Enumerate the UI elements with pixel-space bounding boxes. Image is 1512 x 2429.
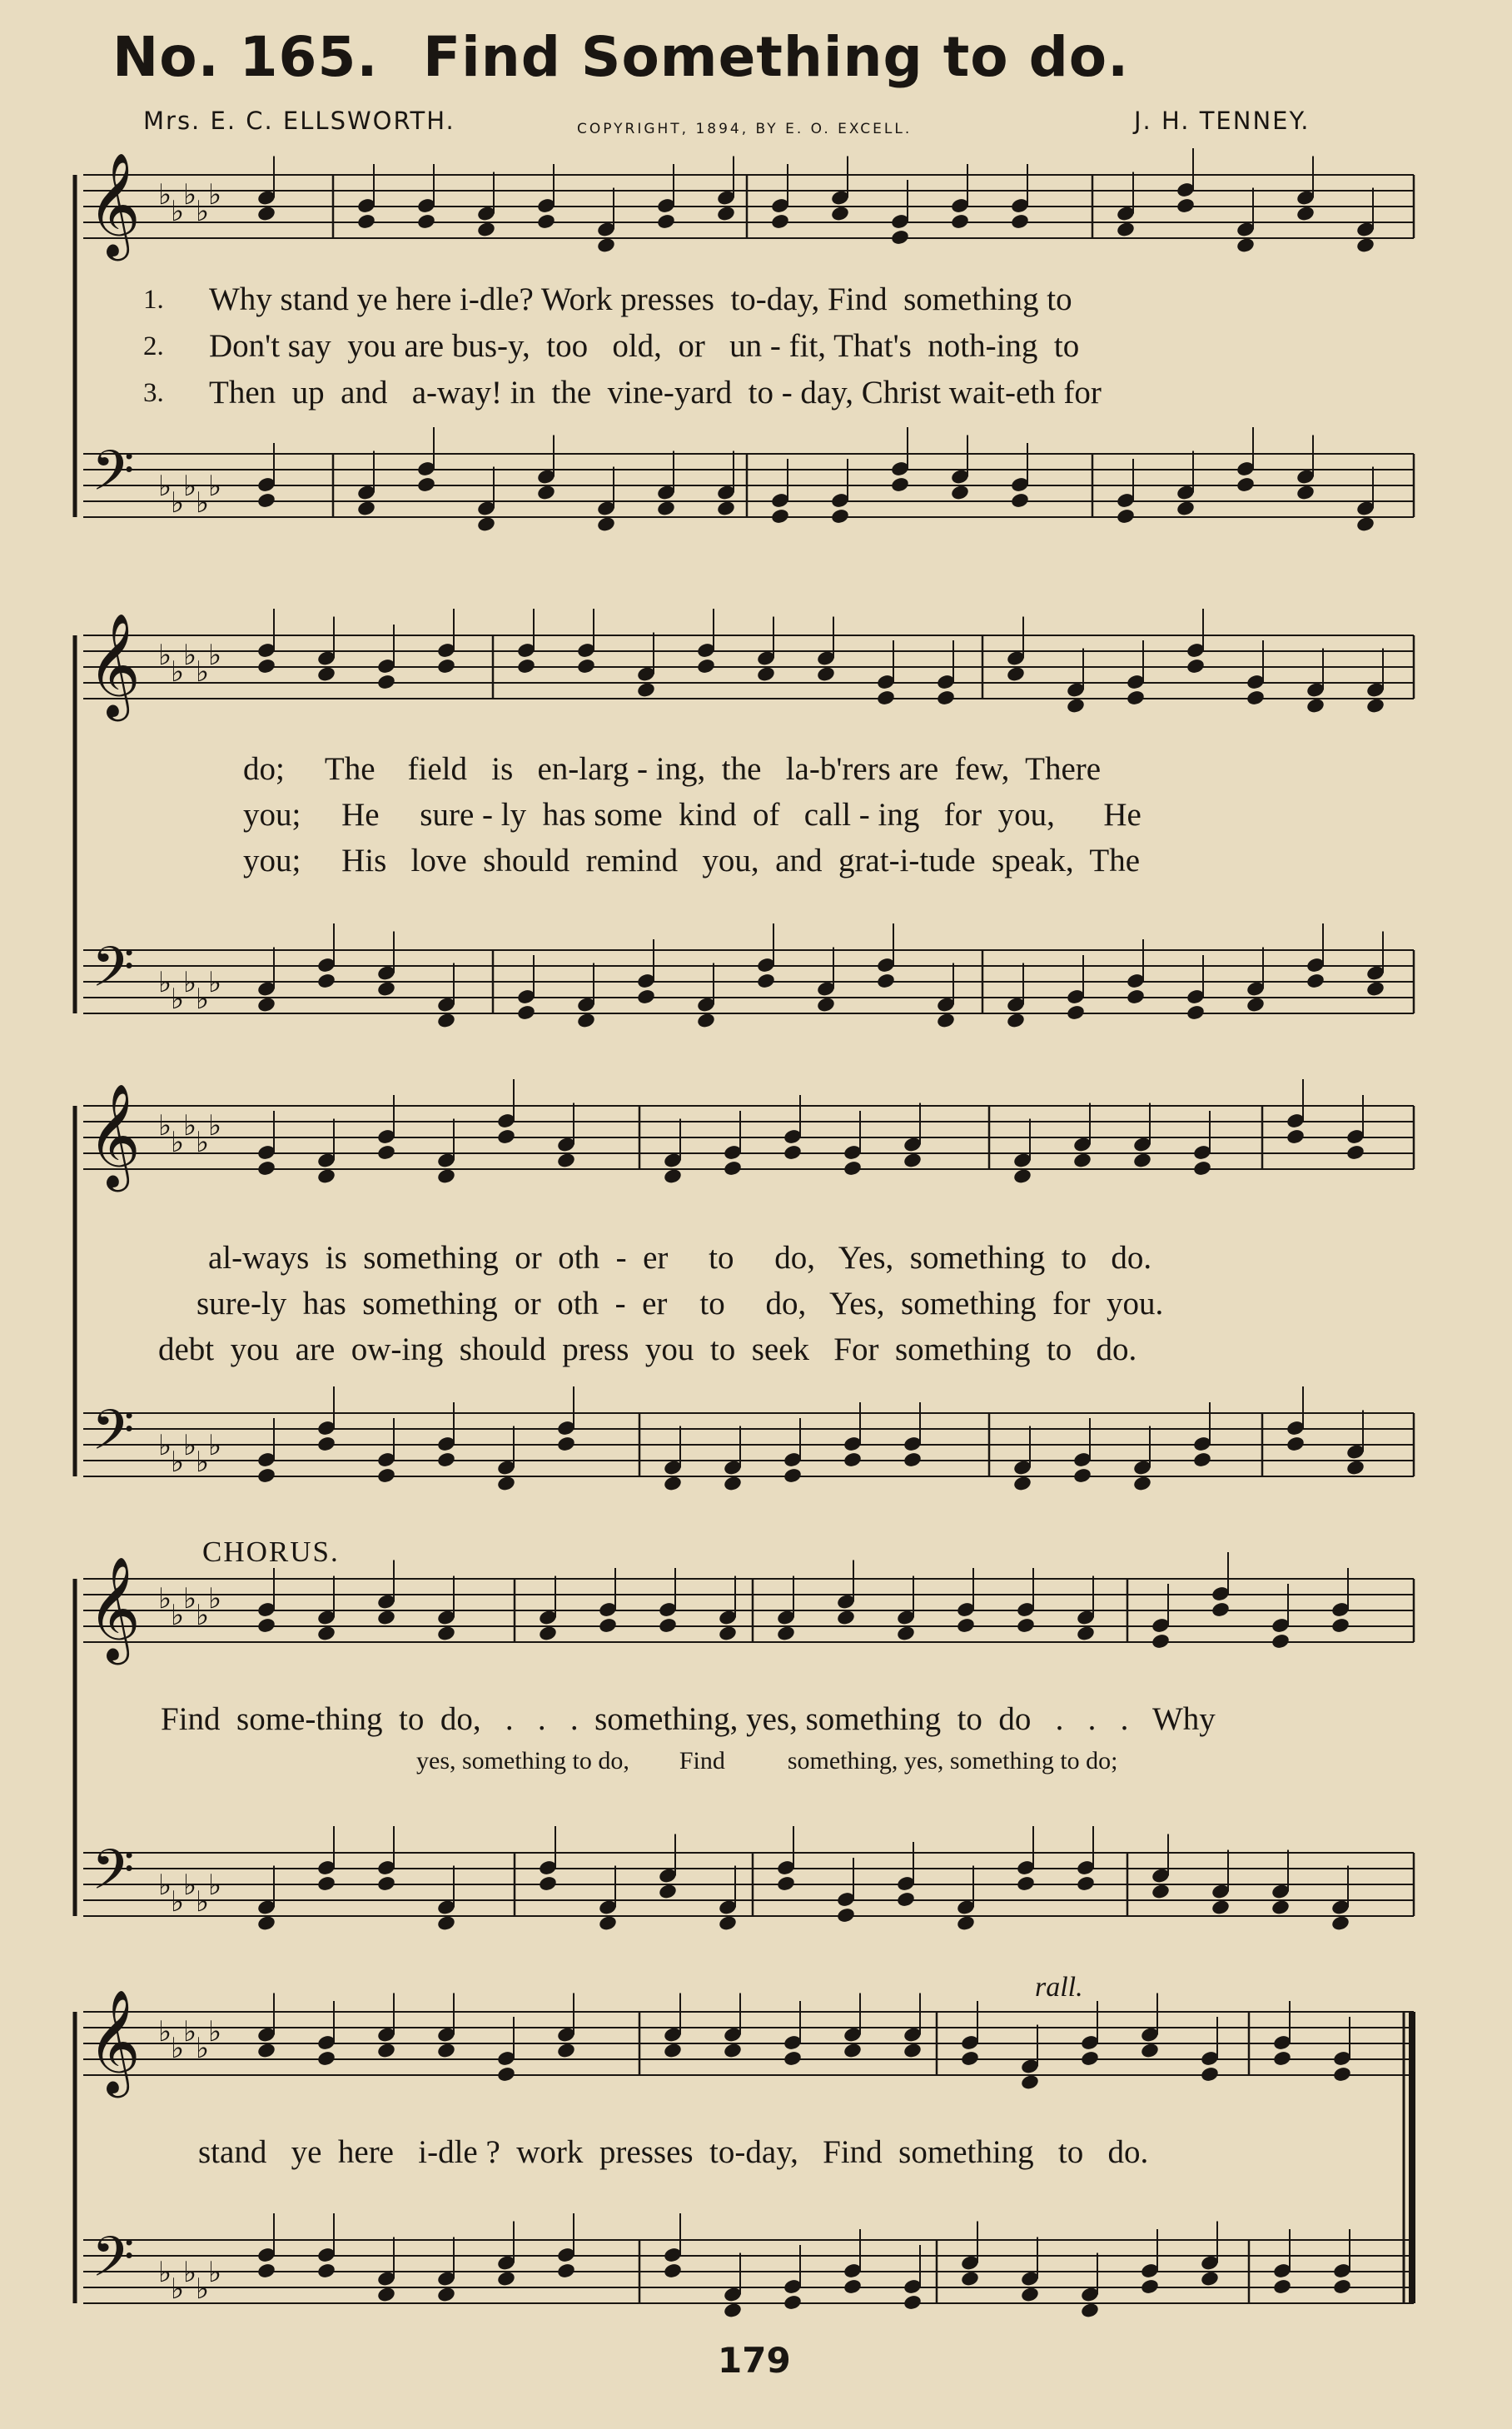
bass-note xyxy=(783,1467,803,1485)
treble-note xyxy=(1200,2066,1220,2083)
treble-note xyxy=(376,1144,396,1162)
bass-clef-icon: 𝄢 xyxy=(92,439,135,516)
treble-note xyxy=(836,1609,856,1626)
bass-note xyxy=(316,1875,336,1893)
bass-note xyxy=(1192,1451,1212,1469)
bass-note xyxy=(376,1467,396,1485)
treble-note xyxy=(696,658,716,675)
treble-note xyxy=(556,2042,576,2059)
flat-icon: ♭ xyxy=(196,655,210,689)
bass-note xyxy=(723,2302,743,2319)
treble-note xyxy=(316,1167,336,1185)
treble-note xyxy=(936,689,956,707)
flat-icon: ♭ xyxy=(183,2256,197,2289)
flat-icon: ♭ xyxy=(158,1582,172,1615)
bass-note xyxy=(903,1451,923,1469)
bass-note xyxy=(896,1891,916,1909)
treble-note xyxy=(1072,1152,1092,1169)
treble-note xyxy=(1306,697,1325,714)
treble-note xyxy=(1126,689,1146,707)
treble-note xyxy=(376,674,396,691)
flat-icon: ♭ xyxy=(183,470,197,503)
bass-note xyxy=(663,2262,683,2280)
treble-note xyxy=(656,213,676,231)
flat-icon: ♭ xyxy=(171,486,185,520)
lyric-line: Don't say you are bus-y, too old, or un - fit, That's noth-ing to xyxy=(209,328,1080,364)
treble-note xyxy=(830,205,850,222)
treble-note xyxy=(538,1625,558,1642)
bass-note xyxy=(1126,988,1146,1006)
flat-icon: ♭ xyxy=(158,1109,172,1142)
bass-note xyxy=(663,1475,683,1492)
treble-note xyxy=(723,2042,743,2059)
bass-note xyxy=(376,1875,396,1893)
flat-icon: ♭ xyxy=(196,195,210,228)
treble-note xyxy=(256,2042,276,2059)
composer-credit: J. H. TENNEY. xyxy=(1134,107,1311,135)
lyric-line: sure-ly has something or oth - er to do, Yes, something for you. xyxy=(196,1286,1164,1322)
treble-note xyxy=(356,213,376,231)
bass-note xyxy=(1286,1436,1306,1453)
flat-icon: ♭ xyxy=(183,2015,197,2048)
bass-note xyxy=(1332,2278,1352,2296)
treble-note xyxy=(256,205,276,222)
treble-clef-icon: 𝄞 xyxy=(87,1989,141,2093)
flat-icon: ♭ xyxy=(183,966,197,999)
treble-note xyxy=(1010,213,1030,231)
treble-note xyxy=(256,658,276,675)
flat-icon: ♭ xyxy=(208,2015,222,2048)
treble-note xyxy=(496,2066,516,2083)
chorus-lyric-line: Find some-thing to do, . . . something, yes, something to do . . . Why xyxy=(161,1701,1216,1737)
page-number: 179 xyxy=(718,2340,791,2381)
treble-note xyxy=(496,1128,516,1146)
treble-note xyxy=(1246,689,1266,707)
treble-note xyxy=(1176,197,1196,215)
treble-note xyxy=(376,2042,396,2059)
treble-note xyxy=(890,229,910,246)
treble-note xyxy=(1016,1617,1036,1635)
bass-note xyxy=(596,515,616,533)
treble-note xyxy=(1076,1625,1096,1642)
flat-icon: ♭ xyxy=(171,1599,185,1632)
hymn-number: No. 165. xyxy=(112,25,379,89)
bass-note xyxy=(903,2294,923,2312)
treble-note xyxy=(598,1617,618,1635)
copyright-notice: COPYRIGHT, 1894, BY E. O. EXCELL. xyxy=(577,121,913,137)
bass-note xyxy=(843,1451,863,1469)
bass-clef-icon: 𝄢 xyxy=(92,1838,135,1915)
treble-note xyxy=(843,2042,863,2059)
flat-icon: ♭ xyxy=(208,1429,222,1462)
flat-icon: ♭ xyxy=(158,2015,172,2048)
bass-note xyxy=(536,484,556,501)
treble-note xyxy=(376,1609,396,1626)
lyric-line: stand ye here i-dle ? work presses to-day, Find something to do. xyxy=(198,2134,1149,2170)
bass-note xyxy=(256,2262,276,2280)
chorus-echo-lyric: yes, something to do, Find something, yes, something to do; xyxy=(416,1747,1118,1774)
treble-note xyxy=(950,213,970,231)
lyric-line: Why stand ye here i-dle? Work presses to-day, Find something to xyxy=(209,281,1072,317)
treble-note xyxy=(256,1617,276,1635)
flat-icon: ♭ xyxy=(158,470,172,503)
treble-note xyxy=(1211,1601,1231,1619)
flat-icon: ♭ xyxy=(171,1446,185,1479)
treble-note xyxy=(316,1625,336,1642)
bass-note xyxy=(890,476,910,494)
flat-icon: ♭ xyxy=(183,1869,197,1902)
bass-note xyxy=(950,484,970,501)
rall-marking: rall. xyxy=(1035,1972,1083,2003)
flat-icon: ♭ xyxy=(171,2032,185,2065)
bass-note xyxy=(783,2294,803,2312)
treble-note xyxy=(1151,1633,1171,1650)
author-credit: Mrs. E. C. ELLSWORTH. xyxy=(143,107,455,135)
bass-note xyxy=(1140,2278,1160,2296)
treble-note xyxy=(1271,1633,1291,1650)
bass-note xyxy=(1272,2278,1292,2296)
flat-icon: ♭ xyxy=(158,966,172,999)
treble-note xyxy=(576,658,596,675)
verse-number: 3. xyxy=(143,378,164,408)
treble-note xyxy=(663,1167,683,1185)
lyric-line: you; His love should remind you, and grat-i-tude speak, The xyxy=(243,843,1141,879)
bass-note xyxy=(1345,1459,1365,1476)
bass-note xyxy=(436,1451,456,1469)
bass-note xyxy=(1176,500,1196,517)
treble-note xyxy=(416,213,436,231)
bass-note xyxy=(256,996,276,1013)
bass-note xyxy=(1186,1004,1206,1022)
bass-note xyxy=(516,1004,536,1022)
treble-note xyxy=(1080,2050,1100,2068)
bass-clef-icon: 𝄢 xyxy=(92,1398,135,1476)
chorus-label: CHORUS. xyxy=(202,1536,340,1568)
flat-icon: ♭ xyxy=(171,1885,185,1919)
flat-icon: ♭ xyxy=(208,1109,222,1142)
treble-note xyxy=(1272,2050,1292,2068)
bass-note xyxy=(1151,1883,1171,1900)
bass-note xyxy=(1211,1899,1231,1916)
flat-icon: ♭ xyxy=(196,1126,210,1159)
treble-note xyxy=(556,1152,576,1169)
treble-note xyxy=(783,1144,803,1162)
bass-note xyxy=(658,1883,678,1900)
treble-note xyxy=(1140,2042,1160,2059)
flat-icon: ♭ xyxy=(158,1869,172,1902)
bass-note xyxy=(1296,484,1316,501)
lyric-line: Then up and a-way! in the vine-yard to - day, Christ wait-eth for xyxy=(209,375,1102,411)
flat-icon: ♭ xyxy=(208,178,222,212)
flat-icon: ♭ xyxy=(208,1869,222,1902)
bass-note xyxy=(770,508,790,525)
bass-note xyxy=(830,508,850,525)
treble-note xyxy=(663,2042,683,2059)
treble-note xyxy=(783,2050,803,2068)
bass-note xyxy=(718,1914,738,1932)
treble-note xyxy=(770,213,790,231)
bass-note xyxy=(376,980,396,998)
bass-note xyxy=(316,973,336,990)
treble-note xyxy=(1330,1617,1350,1635)
flat-icon: ♭ xyxy=(183,1582,197,1615)
treble-note xyxy=(516,658,536,675)
bass-note xyxy=(1080,2302,1100,2319)
treble-note xyxy=(596,236,616,254)
bass-note xyxy=(256,492,276,510)
treble-note xyxy=(1066,697,1086,714)
bass-note xyxy=(1006,1012,1026,1029)
bass-note xyxy=(316,2262,336,2280)
flat-icon: ♭ xyxy=(208,966,222,999)
hymn-title: Find Something to do. xyxy=(423,25,1130,89)
bass-note xyxy=(1066,1004,1086,1022)
treble-note xyxy=(436,1167,456,1185)
treble-note xyxy=(960,2050,980,2068)
bass-note xyxy=(256,1467,276,1485)
treble-note xyxy=(903,2042,923,2059)
bass-note xyxy=(1010,492,1030,510)
flat-icon: ♭ xyxy=(158,1429,172,1462)
bass-note xyxy=(1116,508,1136,525)
flat-icon: ♭ xyxy=(196,1599,210,1632)
bass-note xyxy=(1076,1875,1096,1893)
treble-note xyxy=(1236,236,1256,254)
flat-icon: ♭ xyxy=(208,470,222,503)
bass-note xyxy=(1072,1467,1092,1485)
flat-icon: ♭ xyxy=(196,983,210,1016)
bass-note xyxy=(1246,996,1266,1013)
flat-icon: ♭ xyxy=(183,178,197,212)
flat-icon: ♭ xyxy=(171,1126,185,1159)
treble-note xyxy=(436,1625,456,1642)
treble-note xyxy=(436,658,456,675)
bass-note xyxy=(1020,2286,1040,2303)
flat-icon: ♭ xyxy=(196,486,210,520)
treble-note xyxy=(1012,1167,1032,1185)
bass-note xyxy=(356,500,376,517)
treble-note xyxy=(1006,665,1026,683)
flat-icon: ♭ xyxy=(183,639,197,672)
bass-note xyxy=(576,1012,596,1029)
flat-icon: ♭ xyxy=(158,178,172,212)
bass-note xyxy=(636,988,656,1006)
bass-note xyxy=(496,1475,516,1492)
flat-icon: ♭ xyxy=(171,655,185,689)
lyric-line: you; He sure - ly has some kind of call - ing for you, He xyxy=(243,797,1141,833)
treble-clef-icon: 𝄞 xyxy=(87,152,141,256)
bass-note xyxy=(1236,476,1256,494)
bass-note xyxy=(1200,2270,1220,2287)
bass-note xyxy=(376,2286,396,2303)
treble-note xyxy=(876,689,896,707)
treble-note xyxy=(1345,1144,1365,1162)
treble-clef-icon: 𝄞 xyxy=(87,1083,141,1187)
treble-note xyxy=(1192,1160,1212,1177)
bass-note xyxy=(956,1914,976,1932)
bass-note xyxy=(1016,1875,1036,1893)
treble-clef-icon: 𝄞 xyxy=(87,613,141,717)
bass-note xyxy=(416,476,436,494)
bass-note xyxy=(843,2278,863,2296)
treble-note xyxy=(256,1160,276,1177)
treble-note xyxy=(843,1160,863,1177)
bass-note xyxy=(598,1914,618,1932)
treble-note xyxy=(756,665,776,683)
bass-note xyxy=(716,500,736,517)
treble-note xyxy=(1365,697,1385,714)
flat-icon: ♭ xyxy=(196,2032,210,2065)
treble-note xyxy=(896,1625,916,1642)
bass-clef-icon: 𝄢 xyxy=(92,935,135,1013)
bass-clef-icon: 𝄢 xyxy=(92,2225,135,2302)
treble-note xyxy=(903,1152,923,1169)
treble-note xyxy=(716,205,736,222)
bass-note xyxy=(1012,1475,1032,1492)
treble-note xyxy=(718,1625,738,1642)
treble-note xyxy=(1355,236,1375,254)
bass-note xyxy=(756,973,776,990)
bass-note xyxy=(696,1012,716,1029)
treble-note xyxy=(956,1617,976,1635)
flat-icon: ♭ xyxy=(158,639,172,672)
bass-note xyxy=(1330,1914,1350,1932)
bass-note xyxy=(476,515,496,533)
bass-note xyxy=(1271,1899,1291,1916)
lyric-line: debt you are ow-ing should press you to seek For something to do. xyxy=(158,1331,1137,1367)
flat-icon: ♭ xyxy=(196,2272,210,2306)
flat-icon: ♭ xyxy=(158,2256,172,2289)
treble-note xyxy=(1296,205,1316,222)
treble-note xyxy=(436,2042,456,2059)
treble-note xyxy=(636,681,656,699)
bass-note xyxy=(936,1012,956,1029)
bass-note xyxy=(876,973,896,990)
flat-icon: ♭ xyxy=(196,1885,210,1919)
treble-note xyxy=(776,1625,796,1642)
bass-note xyxy=(723,1475,743,1492)
flat-icon: ♭ xyxy=(196,1446,210,1479)
bass-note xyxy=(960,2270,980,2287)
bass-note xyxy=(816,996,836,1013)
bass-note xyxy=(1132,1475,1152,1492)
treble-note xyxy=(1286,1128,1306,1146)
treble-note xyxy=(476,221,496,238)
flat-icon: ♭ xyxy=(208,1582,222,1615)
flat-icon: ♭ xyxy=(208,2256,222,2289)
treble-note xyxy=(1132,1152,1152,1169)
bass-note xyxy=(436,1012,456,1029)
flat-icon: ♭ xyxy=(171,983,185,1016)
bass-note xyxy=(1365,980,1385,998)
flat-icon: ♭ xyxy=(183,1109,197,1142)
flat-icon: ♭ xyxy=(171,195,185,228)
bass-note xyxy=(256,1914,276,1932)
lyric-line: do; The field is en-larg - ing, the la-b'rers are few, There xyxy=(243,751,1102,787)
bass-note xyxy=(776,1875,796,1893)
bass-note xyxy=(556,2262,576,2280)
flat-icon: ♭ xyxy=(183,1429,197,1462)
verse-number: 1. xyxy=(143,285,164,315)
bass-note xyxy=(316,1436,336,1453)
treble-note xyxy=(316,665,336,683)
verse-number: 2. xyxy=(143,331,164,361)
treble-note xyxy=(1332,2066,1352,2083)
bass-note xyxy=(1306,973,1325,990)
treble-note xyxy=(316,2050,336,2068)
treble-note xyxy=(1020,2073,1040,2091)
treble-note xyxy=(816,665,836,683)
treble-note xyxy=(723,1160,743,1177)
bass-note xyxy=(436,2286,456,2303)
bass-note xyxy=(556,1436,576,1453)
treble-note xyxy=(1116,221,1136,238)
bass-note xyxy=(496,2270,516,2287)
treble-clef-icon: 𝄞 xyxy=(87,1556,141,1660)
treble-note xyxy=(536,213,556,231)
bass-note xyxy=(538,1875,558,1893)
bass-note xyxy=(836,1907,856,1924)
bass-note xyxy=(1355,515,1375,533)
lyric-line: al-ways is something or oth - er to do, Yes, something to do. xyxy=(208,1240,1152,1276)
bass-note xyxy=(656,500,676,517)
bass-note xyxy=(436,1914,456,1932)
flat-icon: ♭ xyxy=(208,639,222,672)
treble-note xyxy=(1186,658,1206,675)
flat-icon: ♭ xyxy=(171,2272,185,2306)
treble-note xyxy=(658,1617,678,1635)
